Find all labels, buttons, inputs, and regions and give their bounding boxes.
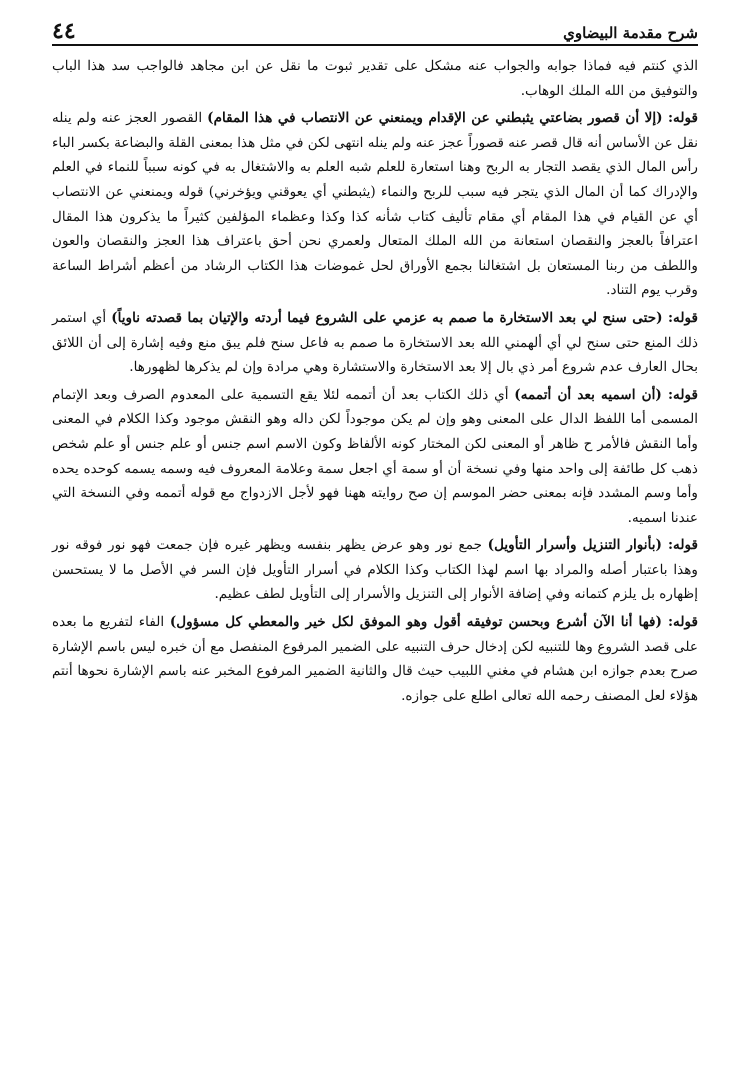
paragraph-quote: (بأنوار التنزيل وأسرار التأويل)	[487, 537, 662, 554]
paragraph-6	[52, 610, 698, 708]
page-header	[52, 14, 698, 46]
page-number: ٤٤	[52, 18, 76, 44]
paragraph-label: قوله:	[661, 614, 698, 631]
paragraph-label: قوله:	[661, 386, 698, 403]
paragraph-4	[52, 383, 698, 531]
paragraph-quote: (فها أنا الآن أشرع وبحسن توفيقه أقول وهو الموفق لكل خير والمعطي كل مسؤول)	[169, 614, 662, 631]
paragraph-text: الفاء لتفريع ما بعده على قصد الشروع وها للتنبيه لكن إدخال حرف التنبيه على الضمير المرفوع المنفصل مع أن خبره ليس باسم الإشارة صرح بعدم جوازه ابن هشام في مغني اللبيب حيث قال والثانية الضمير المرفوع المخبر عنه باسم الإشارة نحوها أنتم هؤلاء لعل المصنف رحمه الله تعالى اطلع على جوازه.	[52, 614, 698, 704]
paragraph-label: قوله:	[662, 110, 699, 127]
paragraph-label: قوله:	[662, 309, 699, 326]
body-text	[52, 54, 698, 708]
paragraph-text: الذي كنتم فيه فماذا جوابه والجواب عنه مشكل على تقدير ثبوت ما نقل عن ابن مجاهد فالواجب سد هذا الباب والتوفيق من الله الملك الوهاب.	[52, 58, 698, 99]
paragraph-text: القصور العجز عنه ولم ينله نقل عن الأساس أنه قال قصر عنه قصوراً عجز عنه ولم ينله انتهى لكن في مثل هذا بمعنى القلة والبضاعة بكسر الباء رأس المال الذي يقصد التجار به الربح وهنا استعارة للعلم شبه العلم به والاشتغال به في كونه سبباً للنماء في العلم والإدراك كما أن المال الذي يتجر فيه سبب للربح والنماء (يثبطني أي يعوقني ويؤخرني) قوله ويمنعني عن الانتصاب أي عن القيام في هذا المقام أي مقام تأليف كتاب شأنه كذا وكذا وعظماء المؤلفين كثيراً ما يذكرون هذا المقال اعترافاً بالعجز والنقصان استعانة من الله الملك المتعال ولعمري نحن أحق باعتراف هذا العجز والنقصان والعون واللطف من ربنا المستعان بل اشتغالنا بجمع الأوراق لحل غموضات هذا الكتاب الرشاد من أعظم أشراط الساعة وقرب يوم التناد.	[52, 110, 698, 299]
paragraph-text: أي استمر ذلك المنع حتى سنح لي أي ألهمني الله بعد الاستخارة ما صمم به فاعل سنح فلم يبق منع وفيه إشارة إلى أن اللائق بحال العارف عدم شروع أمر ذي بال إلا بعد الاستخارة والاستشارة وهي مرادة وإن لم يذكرها لظهورها.	[52, 309, 698, 376]
running-title: شرح مقدمة البيضاوي	[563, 24, 698, 42]
paragraph-1	[52, 54, 698, 103]
paragraph-text: أي ذلك الكتاب بعد أن أتممه لئلا يقع التسمية على المعدوم الصرف وبعد الإتمام المسمى أما اللفظ الدال على المعنى وهو وإن لم يكن موجوداً لكن داله وهو النقش موجود وكذا الكلام في المعنى وأما النقش فالأمر ح ظاهر أو المعنى لكن المختار كونه الألفاظ وكون الاسم اسم جنس أو علم جنس أو علم شخص ذهب كل طائفة إلى واحد منها وفي نسخة أن أو سمة أي اجعل سمة وعلامة المعروف فيه وسمه يسمه كوحده يحده وأما وسم المشدد فإنه بمعنى حضر الموسم إن صح روايته ههنا فهو لأجل الازدواج مع قوله أتممه وفي النسخة التي عندنا اسميه.	[52, 386, 698, 526]
paragraph-3	[52, 306, 698, 380]
paragraph-quote: (حتى سنح لي بعد الاستخارة ما صمم به عزمي على الشروع فيما أردته والإتيان بما قصدته ناوياً)	[111, 309, 663, 326]
paragraph-5	[52, 533, 698, 607]
paragraph-text: جمع نور وهو عرض يظهر بنفسه ويظهر غيره فإن جمعت فهو نور فوقه نور وهذا باعتبار أصله والمراد بها اسم لهذا الكتاب وكذا الكلام في أسرار التأويل فإن السر في الأصل ما لا يستحسن إظهاره بل يلزم كتمانه وفي إضافة الأنوار إلى التنزيل والأسرار إلى التأويل لطف عظيم.	[52, 537, 698, 603]
paragraph-quote: (إلا أن قصور بضاعتي يثبطني عن الإقدام ويمنعني عن الانتصاب في هذا المقام)	[207, 110, 663, 127]
paragraph-label: قوله:	[661, 537, 698, 554]
paragraph-quote: (أن اسميه بعد أن أتممه)	[514, 386, 662, 403]
paragraph-2	[52, 106, 698, 303]
